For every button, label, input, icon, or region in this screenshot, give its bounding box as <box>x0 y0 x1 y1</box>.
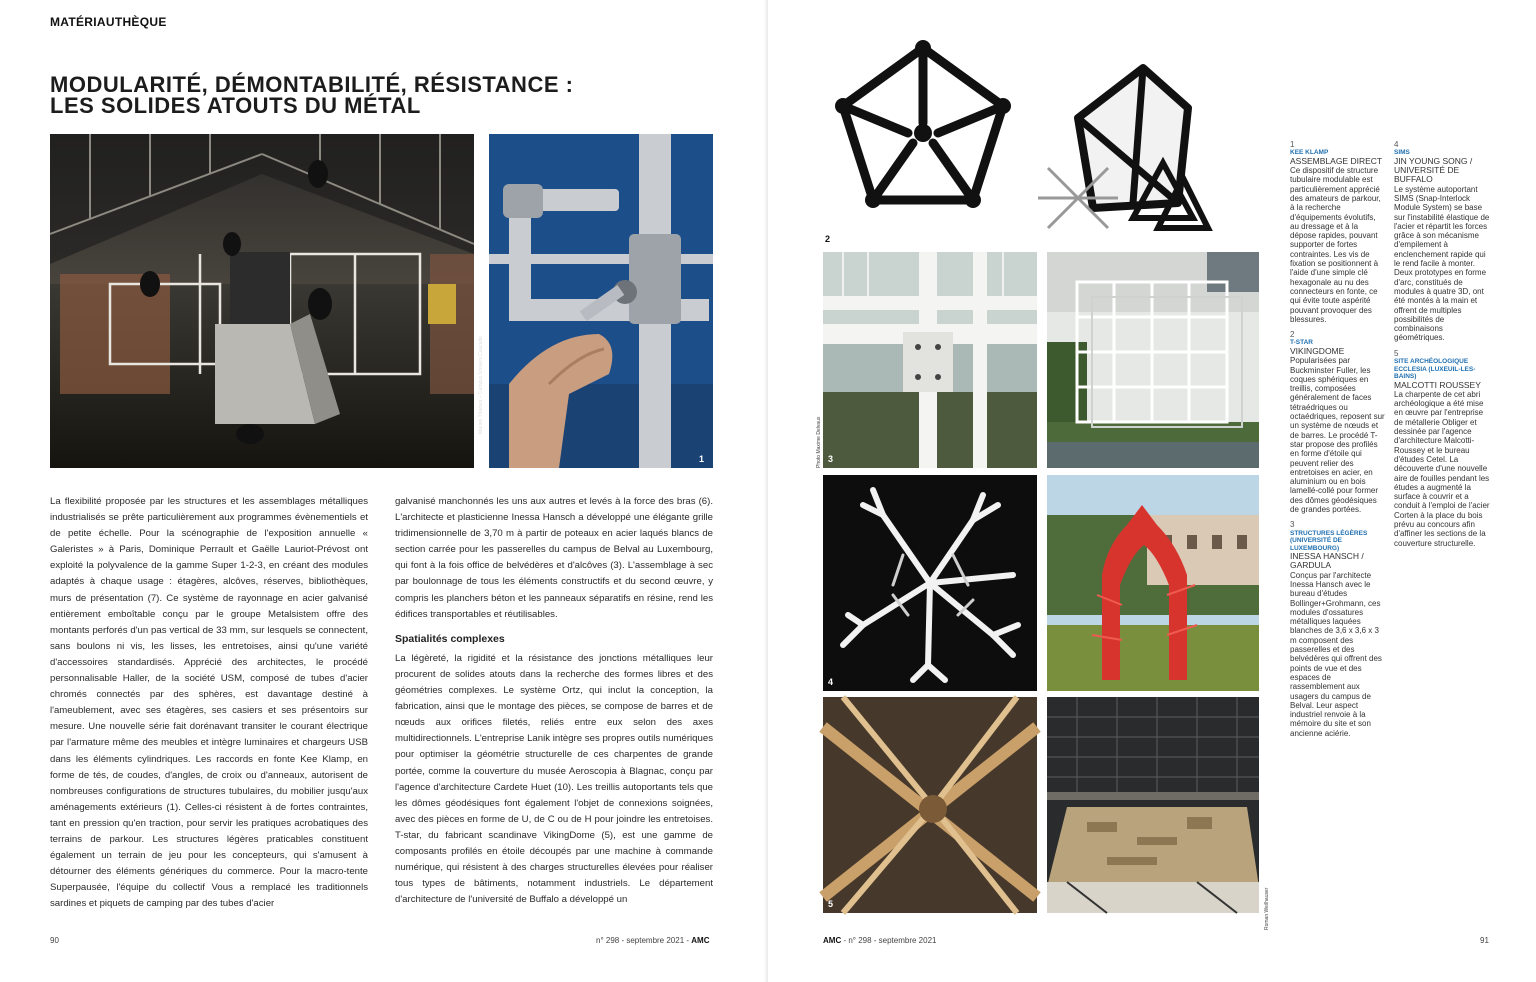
parkour-photo <box>50 134 484 468</box>
caption-name: VIKINGDOME <box>1290 345 1345 356</box>
headline-line-1: MODULARITÉ, DÉMONTABILITÉ, RÉSISTANCE : <box>50 72 574 97</box>
caption-tag: KEE KLAMP <box>1290 149 1329 157</box>
page-number-left: 90 <box>50 936 59 945</box>
photo-credit: Photo Maxime Delvaux <box>816 416 822 468</box>
body-paragraph: La flexibilité proposée par les structures et les assemblages métalliques industrialisés se prête particulièrement aux programmes évènementiels et de petite échelle. Pour la scénographie de l'exposition annuelle « Galeristes » à Paris, Dominique Perrault et Gaëlle Lauriot-Prévost ont exploité la polyvalence de la gamme Super 1-2-3, en créant des modules adaptés à chaque usage : étagères, alcôves, réserves, bibliothèques, murs de présentation (7). Ce système de rayonnage en acier galvanisé entièrement emboîtable conçu par le groupe Metalsistem offre des montants perforés d'un pas vertical de 33 mm, sur lesquels se connectent, sans boulons ni vis, les lisses, les entretoises, ainsi qu'une variété d'accessoires standardisés. Apprécié des architectes, le procédé personnalisable Haller, de la société USM, composé de tubes d'acier chromés connectés par des sphères, est davantage destiné à l'ameublement, avec ses étagères, ses casiers et ses présentoirs sur mesure. Une nouvelle série fait dorénavant transiter le courant électrique par l'armature même des meubles et intègre luminaires et chargeurs USB dans les éléments cylindriques. Les raccords en fonte Kee Klamp, en forme de tés, de coudes, d'angles, de croix ou d'anneaux, autorisent de nombreuses configurations de structures tubulaires, du mobilier jusqu'aux aménagements extérieurs (1). Celles-ci résistent à de fortes contraintes, tant en pression qu'en traction, pour servir les pratiques acrobatiques des terrains de parkour. Les structures légères praticables constituent également un terrain de jeu pour les concepteurs, qui s'amusent à détourner des éléments génériques du commerce. Pour la macro-tente Superpausée, l'équipe du collectif Vous a remplacé les traditionnels sardines et piquets de camping par des tubes d'acier <box>50 496 368 910</box>
caption-5 <box>1394 349 1490 548</box>
body-paragraph: La légèreté, la rigidité et la résistance des jonctions métalliques leur procurent de solides atouts dans la recherche des formes libres et des géométries complexes. Le système Ortz, qui inclut la conception, la fabrication, ainsi que le montage des pièces, se compose de barres et de nœuds aux orifices filetés, reliés entre eux selon des axes multidirectionnels. L'entreprise Lanik intègre ses propres outils numériques pour optimiser la géométrie structurelle de ces charpentes de grande portée, comme la couverture du musée Aeroscopia à Blagnac, conçu par l'agence d'architecture Cardete Huet (10). Les treillis autoportants tels que les dômes géodésiques font également l'objet de connexions soignées, avec des pièces en forme de U, de C ou de H pour joindre les entretoises. T-star, du fabricant scandinave VikingDome (5), est une gamme de composants profilés en étoile découpés par une machine à commande numérique, qui résistent à des charges structurelles élevées pour réaliser tous types de bâtiments, notamment industriels. Le département d'architecture de l'université de Buffalo a développé un <box>395 652 713 906</box>
caption-name: JIN YOUNG SONG / UNIVERSITÉ DE BUFFALO <box>1394 155 1473 185</box>
folio-left <box>596 936 709 945</box>
caption-text: La charpente de cet abri archéologique a été mise en œuvre par l'entreprise de métallerie Obliger et dessinée par l'agence d'architecture Malcotti-Roussey et le bureau d'études Cetel. La découverte d'une nouvelle aire de fouilles pendant les études a augmenté la surface à couvrir et a conduit à l'emploi de l'acier Corten à la place du bois prévu au concours afin d'affiner les sections de la couverture structurelle. <box>1394 389 1490 548</box>
caption-number: 3 <box>1290 520 1295 530</box>
headline <box>50 74 690 116</box>
body-column-2 <box>395 494 713 924</box>
caption-name: ASSEMBLAGE DIRECT <box>1290 155 1383 166</box>
red-arch-photo <box>1047 475 1259 691</box>
photo-number-2: 2 <box>825 234 831 244</box>
caption-number: 5 <box>1394 348 1399 358</box>
right-page <box>768 0 1536 982</box>
caption-tag: T-STAR <box>1290 339 1313 347</box>
caption-text: Conçus par l'architecte Inessa Hansch avec le bureau d'études Bollinger+Grohmann, ces modules d'ossatures métalliques laquées blanches de 3,6 x 3,6 x 3 m composent des passerelles et des belvédères qui offrent des points de vue et des espaces de rassemblement aux usagers du campus de Belval. Leur aspect industriel renvoie à la mémoire du site et son ancienne aciérie. <box>1290 570 1382 738</box>
wood-truss-photo <box>823 697 1037 913</box>
caption-number: 4 <box>1394 140 1399 149</box>
caption-text: Popularisées par Buckminster Fuller, les coques sphériques en treillis, composées généralement de faces tétraédriques ou octaédriques, reposent sur un système de nœuds et de barres. Le procédé T-star propose des profilés en forme d'étoile qui peuvent relier des entretoises en acier, en aluminium ou en bois lamellé-collé pour former des dômes géodésiques de grandes portées. <box>1290 356 1385 514</box>
folio-brand: AMC <box>691 936 710 945</box>
caption-4 <box>1394 140 1490 343</box>
caption-name: MALCOTTI ROUSSEY <box>1394 379 1481 390</box>
caption-1 <box>1290 140 1386 324</box>
folio-right <box>823 936 936 945</box>
caption-tag: STRUCTURES LÉGÈRES (UNIVERSITÉ DE LUXEMBOURG) <box>1290 529 1368 552</box>
captions-column-1 <box>1290 134 1386 738</box>
white-frame-detail-photo <box>823 252 1037 468</box>
captions-column-2 <box>1394 134 1490 548</box>
caption-number: 2 <box>1290 330 1295 340</box>
caption-3 <box>1290 520 1386 738</box>
body-column-1 <box>50 494 368 924</box>
caption-name: INESSA HANSCH / GARDULA <box>1290 551 1364 571</box>
folio-issue: n° 298 - septembre 2021 - <box>596 936 692 945</box>
body-paragraph: galvanisé manchonnés les uns aux autres et levés à la force des bras (6). L'architecte et plasticienne Inessa Hansch a développé une élégante grille tridimensionnelle de 3,70 m à partir de poteaux en acier laqués blancs de section carrée pour les passerelles du campus de Belval au Luxembourg, qui font à la fois office de belvédères et d'alcôves (3). L'assemblage à sec par boulonnage de tous les éléments constructifs et du second œuvre, y compris les planchers béton et les panneaux séparatifs en résine, rend les édifices transportables et réutilisables. <box>395 496 713 620</box>
page-number-right: 91 <box>1480 936 1489 945</box>
wrench-photo <box>489 134 713 468</box>
photo-number-3: 3 <box>828 454 834 464</box>
archaeological-site-photo <box>1047 697 1259 913</box>
section-tag: MATÉRIAUTHÈQUE <box>50 15 167 29</box>
scaffold-building-photo <box>1047 252 1259 468</box>
star-sculpture-photo <box>823 475 1037 691</box>
caption-number: 1 <box>1290 140 1295 149</box>
folio-brand: AMC <box>823 936 842 945</box>
caption-tag: SITE ARCHÉOLOGIQUE ECCLESIA (LUXEUIL-LES-BAINS) <box>1394 358 1476 381</box>
folio-issue: - n° 298 - septembre 2021 <box>841 936 937 945</box>
photo-number-4: 4 <box>828 677 834 687</box>
pentagon-photo <box>823 28 1259 246</box>
photo-number-1: 1 <box>699 454 705 464</box>
photo-credit: Roman Weilhauser <box>1264 887 1270 930</box>
caption-2 <box>1290 330 1386 514</box>
subheading: Spatialités complexes <box>395 632 505 645</box>
photo-credit: Marion Thiebes – Campus Univers Cascade <box>478 335 484 434</box>
caption-text: Le système autoportant SIMS (Snap-Interlock Module System) se base sur l'instabilité élastique de l'acier et répartit les forces grâce à son mécanisme d'empilement à enclenchement rapide qui le rend facile à monter. Deux prototypes en forme d'arc, constitués de modules à quatre 3D, ont été montés à la main et offrent de multiples possibilités de combinaisons géométriques. <box>1394 184 1490 343</box>
caption-text: Ce dispositif de structure tubulaire modulable est particulièrement apprécié des amateurs de parkour, à la recherche d'équipements évolutifs, au dressage et à la dépose rapides, pouvant supporter de fortes contraintes. Les vis de fixation se positionnent à l'aide d'une simple clé hexagonale au nu des connecteurs en fonte, ce qui évite toute aspérité pouvant provoquer des blessures. <box>1290 166 1381 324</box>
caption-tag: SIMS <box>1394 149 1410 157</box>
photo-number-5: 5 <box>828 899 834 909</box>
headline-line-2: LES SOLIDES ATOUTS DU MÉTAL <box>50 93 421 118</box>
